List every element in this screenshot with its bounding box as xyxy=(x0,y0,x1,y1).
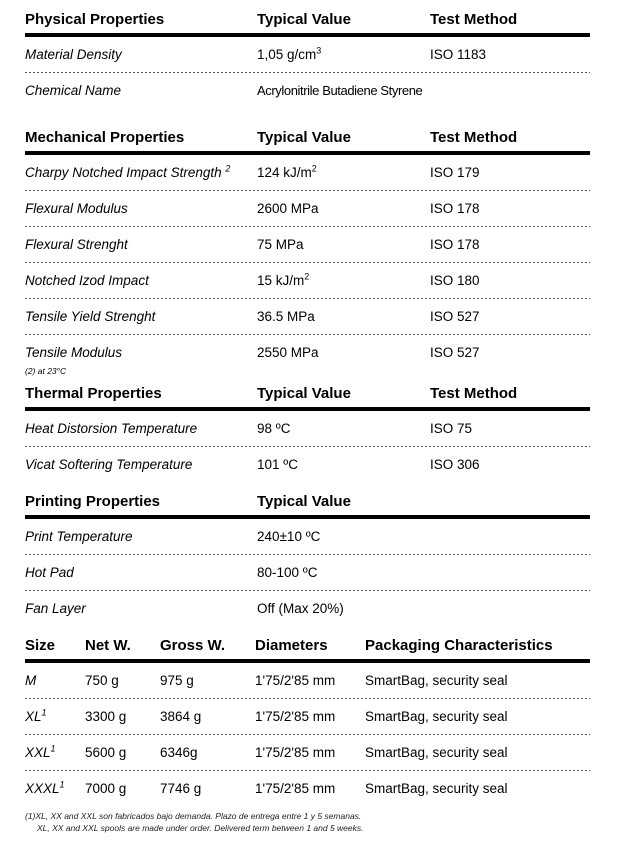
column-header-size: Size xyxy=(25,637,56,654)
column-header-typical-value: Typical Value xyxy=(257,11,351,28)
gross-weight-cell: 7746 g xyxy=(160,781,202,796)
section-title: Printing Properties xyxy=(25,493,161,510)
value-cell: 98 ºC xyxy=(257,421,291,436)
section-title: Thermal Properties xyxy=(25,385,162,402)
property-cell: Material Density xyxy=(25,47,122,62)
table-row xyxy=(25,519,590,554)
size-cell: $XL^1$ xyxy=(25,707,47,724)
column-header-test-method: Test Method xyxy=(430,11,518,28)
table-row xyxy=(25,73,590,108)
value-cell: Acrylonitrile Butadiene Styrene xyxy=(257,83,423,98)
diameters-cell: 1'75/2'85 mm xyxy=(255,673,336,688)
column-header-test-method: Test Method xyxy=(430,385,518,402)
gross-weight-cell: 6346g xyxy=(160,745,198,760)
section-header-row xyxy=(25,492,590,515)
section-header-row xyxy=(25,10,590,33)
section-header-row xyxy=(25,384,590,407)
table-row xyxy=(25,263,590,298)
value-cell: 124 $kJ/m^2$ xyxy=(257,163,317,180)
packaging-cell: SmartBag, security seal xyxy=(365,781,508,796)
table-row xyxy=(25,699,590,734)
value-cell: 80-100 ºC xyxy=(257,565,318,580)
column-header-packaging: Packaging Characteristics xyxy=(365,637,553,654)
diameters-cell: 1'75/2'85 mm xyxy=(255,745,336,760)
method-cell: ISO 527 xyxy=(430,309,480,324)
table-row xyxy=(25,555,590,590)
column-header-typical-value: Typical Value xyxy=(257,385,351,402)
value-cell: Off (Max 20%) xyxy=(257,601,344,616)
value-cell: 75 MPa xyxy=(257,237,304,252)
property-cell: Fan Layer xyxy=(25,601,86,616)
column-header-gross-weight: Gross W. xyxy=(160,637,226,654)
method-cell: ISO 306 xyxy=(430,457,480,472)
physical-properties-section xyxy=(25,10,590,108)
diameters-cell: 1'75/2'85 mm xyxy=(255,709,336,724)
size-cell: XXXL$^1$ xyxy=(25,779,65,796)
footnote-line-english: XL, XX and XXL spools are made under order. Delivered term between 1 and 5 weeks. xyxy=(37,823,364,833)
value-cell: 101 ºC xyxy=(257,457,298,472)
property-cell: Charpy Notched Impact Strength $^2$ xyxy=(25,163,231,180)
packaging-cell: SmartBag, security seal xyxy=(365,673,508,688)
property-cell: Hot Pad xyxy=(25,565,74,580)
section-title: Physical Properties xyxy=(25,11,165,28)
property-cell: Vicat Softering Temperature xyxy=(25,457,193,472)
packaging-cell: SmartBag, security seal xyxy=(365,745,508,760)
net-weight-cell: 7000 g xyxy=(85,781,127,796)
method-cell: ISO 1183 xyxy=(430,47,487,62)
diameters-cell: 1'75/2'85 mm xyxy=(255,781,336,796)
gross-weight-cell: 3864 g xyxy=(160,709,202,724)
section-footnote: (2) at 23°C xyxy=(25,366,67,376)
value-cell: 15 $kJ/m^2$ xyxy=(257,271,310,288)
table-row xyxy=(25,299,590,334)
column-header-diameters: Diameters xyxy=(255,637,328,654)
size-packaging-section xyxy=(25,636,590,834)
value-cell: 1,05 $g/cm^3$ xyxy=(257,45,322,62)
property-cell: Tensile Modulus xyxy=(25,345,123,360)
value-cell: 240±10 ºC xyxy=(257,529,321,544)
property-cell: Heat Distorsion Temperature xyxy=(25,421,198,436)
table-row xyxy=(25,771,590,806)
method-cell: ISO 527 xyxy=(430,345,480,360)
table-row xyxy=(25,155,590,190)
table-row xyxy=(25,447,590,482)
mechanical-properties-section xyxy=(25,128,590,378)
section-title: Mechanical Properties xyxy=(25,129,185,146)
table-row xyxy=(25,663,590,698)
column-header-net-weight: Net W. xyxy=(85,637,131,654)
method-cell: ISO 178 xyxy=(430,237,480,252)
section-header-row xyxy=(25,636,590,659)
column-header-test-method: Test Method xyxy=(430,129,518,146)
method-cell: ISO 179 xyxy=(430,165,480,180)
property-cell: Flexural Strenght xyxy=(25,237,128,252)
footnote-line-spanish: (1)XL, XX and XXL son fabricados bajo demanda. Plazo de entrega entre 1 y 5 semanas. xyxy=(25,811,362,821)
property-cell: Chemical Name xyxy=(25,83,122,98)
packaging-cell: SmartBag, security seal xyxy=(365,709,508,724)
printing-properties-section xyxy=(25,492,590,626)
property-cell: Tensile Yield Strenght xyxy=(25,309,156,324)
net-weight-cell: 750 g xyxy=(85,673,119,688)
table-row xyxy=(25,37,590,72)
gross-weight-cell: 975 g xyxy=(160,673,194,688)
size-cell: XXL$^1$ xyxy=(25,743,56,760)
size-cell: M xyxy=(25,673,37,688)
method-cell: ISO 178 xyxy=(430,201,480,216)
property-cell: Flexural Modulus xyxy=(25,201,128,216)
table-row xyxy=(25,735,590,770)
net-weight-cell: 3300 g xyxy=(85,709,127,724)
property-cell: Notched Izod Impact xyxy=(25,273,149,288)
method-cell: ISO 75 xyxy=(430,421,473,436)
thermal-properties-section xyxy=(25,384,590,482)
table-row xyxy=(25,591,590,626)
value-cell: 2600 MPa xyxy=(257,201,319,216)
column-header-typical-value: Typical Value xyxy=(257,129,351,146)
footnotes-block xyxy=(25,810,590,834)
method-cell: ISO 180 xyxy=(430,273,480,288)
value-cell: 36.5 MPa xyxy=(257,309,315,324)
net-weight-cell: 5600 g xyxy=(85,745,127,760)
column-header-typical-value: Typical Value xyxy=(257,493,351,510)
value-cell: 2550 MPa xyxy=(257,345,319,360)
table-row xyxy=(25,227,590,262)
table-row xyxy=(25,411,590,446)
section-header-row xyxy=(25,128,590,151)
table-row xyxy=(25,191,590,226)
property-cell: Print Temperature xyxy=(25,529,133,544)
